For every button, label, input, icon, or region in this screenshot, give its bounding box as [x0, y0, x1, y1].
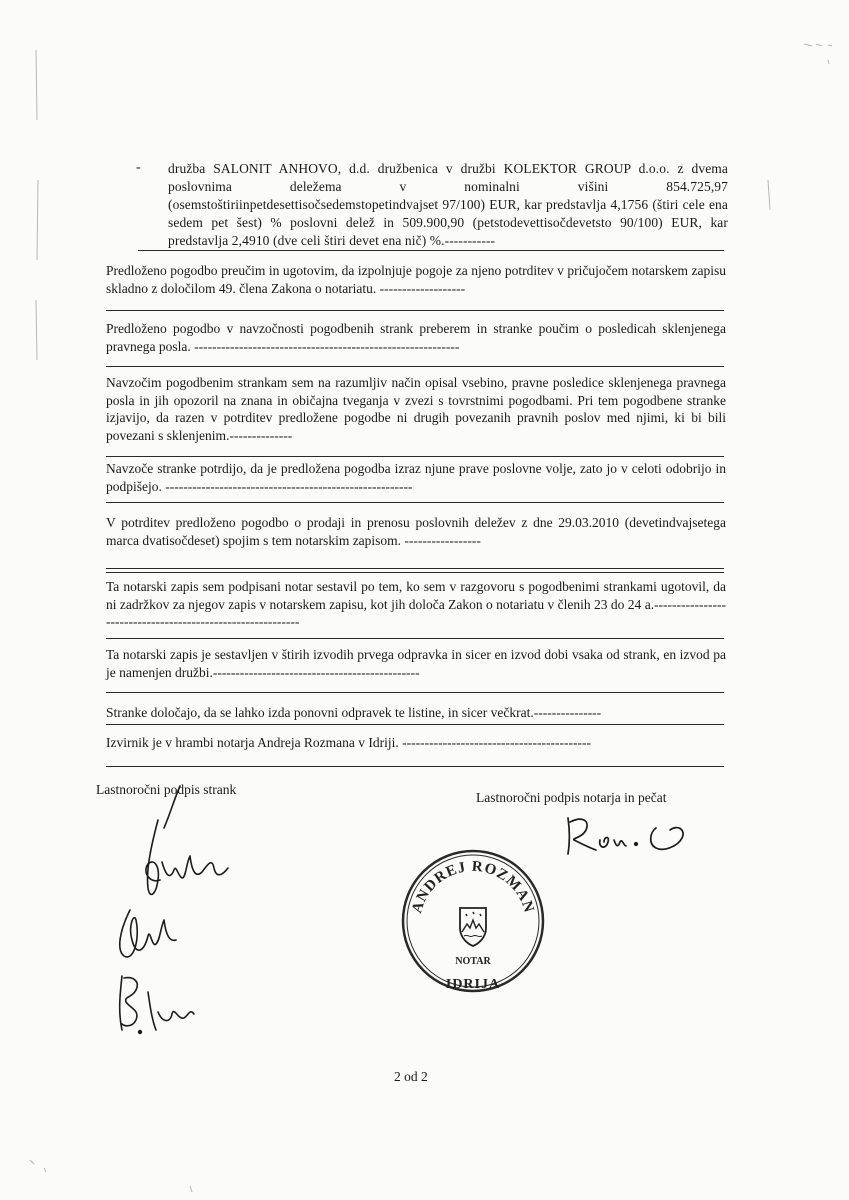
page-number: 2 od 2	[394, 1069, 428, 1084]
divider	[106, 692, 724, 693]
divider	[106, 568, 724, 569]
seal-city: IDRIJA	[445, 977, 501, 992]
coat-of-arms-icon	[460, 908, 486, 946]
paragraph-contract-reading: Predloženo pogodbo v navzočnosti pogodbenih strank preberem in stranke poučim o posledicah sklenjenega pravnega posla. -----------------------------------------------------------	[106, 321, 726, 354]
notary-seal	[398, 846, 548, 996]
divider	[106, 766, 724, 767]
seal-title: NOTAR	[455, 956, 491, 967]
notary-signature-label: Lastnoročni podpis notarja in pečat	[476, 790, 667, 805]
paragraph-contract-review: Predloženo pogodbo preučim in ugotovim, da izpolnjuje pogoje za njeno potrditev v pričujočem notarskem zapisu skladno z določilom 49. člena Zakona o notariatu. -------------------	[106, 263, 726, 296]
paragraph-contract-attachment: V potrditev predloženo pogodbo o prodaji in prenosu poslovnih deležev z dne 29.03.2010 (devetindvajsetega marca dvatisočdeset) spojim s tem notarskim zapisom. -----------------	[106, 515, 726, 548]
paragraph-legal-consequences: Navzočim pogodbenim strankam sem na razumljiv način opisal vsebino, pravne posledice sklenjenega pravnega posla in jih opozoril na znana in običajna tveganja v zvezi s tovrstnimi pogodbami. Pri tem pogodbene stranke izjavijo, da razen v potrditev predložene pogodbe ni drugih povezanih pravnih poslov med njimi, ki bi bili povezani s sklenjenim.--------------	[106, 375, 726, 443]
divider	[106, 502, 724, 503]
divider	[106, 638, 724, 639]
divider	[106, 456, 724, 457]
parties-signature-label: Lastnoročni podpis strank	[96, 782, 237, 797]
paragraph-will-confirmation: Navzoče stranke potrdijo, da je predložena pogodba izraz njune prave poslovne volje, zato jo v celoti odobrijo in podpišejo. -------------------------------------------------------	[106, 461, 726, 494]
paragraph-original-custody: Izvirnik je v hrambi notarja Andreja Rozmana v Idriji. ------------------------------------------	[106, 735, 591, 750]
divider	[106, 724, 724, 725]
parties-signatures	[100, 780, 260, 1050]
seal-name: ANDREJ ROZMAN	[409, 858, 537, 916]
divider	[106, 366, 724, 367]
bullet-text: družba SALONIT ANHOVO, d.d. družbenica v družbi KOLEKTOR GROUP d.o.o. z dvema poslovnima deležema v nominalni višini 854.725,97 (osemstoštiriinpetdesettisočsedemstopetindvajset 97/100) EUR, kar predstavlja 4,1756 (štiri cele ena sedem pet šest) % poslovni delež in 509.900,90 (petstodevettisočdevetsto 90/100) EUR, kar predstavlja 2,4910 (dve celi štiri devet ena nič) %.-----------	[168, 161, 728, 248]
notary-signature	[560, 810, 700, 860]
paragraph-notary-drafting: Ta notarski zapis sem podpisani notar sestavil po tem, ko sem v razgovoru s pogodbenimi strankami ugotovil, da ni zadržkov za njegov zapis v notarskem zapisu, kot jih določa Zakon o notariatu v členih 23 do 24 a.-----------------------------------------------------------	[106, 579, 726, 629]
paragraph-reissue: Stranke določajo, da se lahko izda ponovni odpravek te listine, in sicer večkrat.---------------	[106, 705, 602, 720]
divider	[106, 310, 724, 311]
bullet-dash: -	[136, 160, 141, 175]
paragraph-copies: Ta notarski zapis je sestavljen v štirih izvodih prvega odpravka in sicer en izvod dobi vsaka od strank, en izvod pa je namenjen družbi.----------------------------------------------	[106, 647, 726, 680]
shareholder-bullet	[138, 160, 728, 250]
divider	[106, 572, 724, 573]
divider	[138, 250, 724, 251]
